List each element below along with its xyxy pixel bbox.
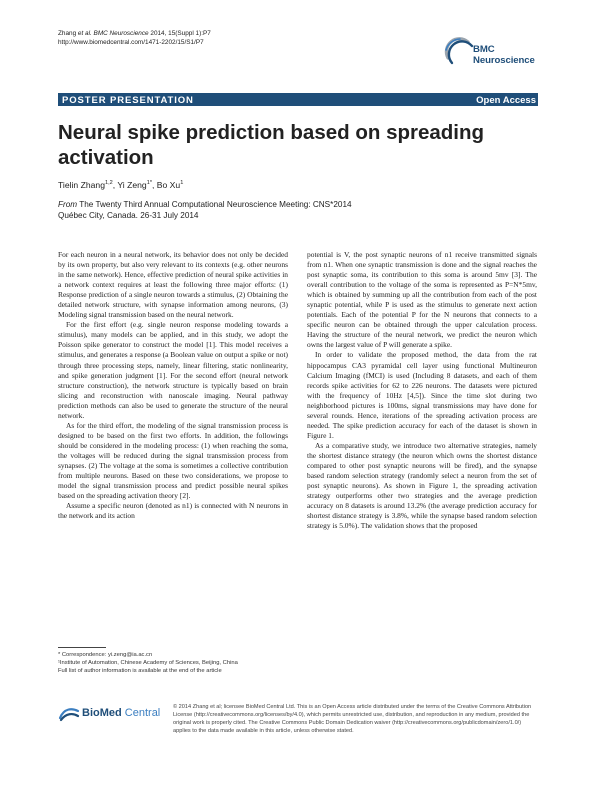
author-list: Tielin Zhang$^{1,2}$, Yi Zeng$^{1*}$, Bo Xu$^1$	[58, 180, 184, 190]
citation-header	[58, 30, 338, 48]
publisher-logo-part1: BioMed	[82, 707, 122, 719]
author-name[interactable]: Yi Zeng	[117, 180, 147, 190]
full-list-note: Full list of author information is available at the end of the article	[58, 668, 222, 675]
open-access-label: Open Access	[476, 94, 536, 106]
license-statement: © 2014 Zhang et al; licensee BioMed Central Ltd. This is an Open Access article distributed under the terms of the Creative Commons Attribution License (http://creativecommons.org/licenses/by/4.0), which permits unrestricted use, distribution, and reproduction in any medium, provided the original work is properly cited. The Creative Commons Public Domain Dedication waiver (http://creativecommons.org/publicdomain/zero/1.0/) applies to the data made available in this article, unless otherwise stated.	[173, 704, 532, 734]
meeting-location: Québec City, Canada. 26-31 July 2014	[58, 211, 199, 220]
body-paragraph: As a comparative study, we introduce two alternative strategies, namely the shortest distance strategy (the neuron which owns the shortest distance compared to other post synaptic neurons will be fired), and the synapse based random selection strategy (randomly select a neuron from the set of post synaptic neurons). As shown in Figure 1, the spreading activation strategy outperforms other two strategies and the average prediction accuracy on 8 datasets is around 13.2% (the average prediction accuracy for shortest distance strategy is 3.8%, while the synapse based random selection strategy is 5.0%). The validation shows that the proposed	[307, 440, 537, 531]
journal-logo-text	[473, 45, 535, 66]
body-paragraph: For the first effort (e.g. single neuron response modeling towards a stimulus), many models can be applied, and in this study, we adopt the Poisson spike generator to construct the model [1]. This model receives a stimulus, and generates a response (a Boolean value on output a spike or not) through three processing steps, namely, linear filtering, static nonlinearity, and spike generation judgment [1]. For the second effort (neural network structure construction), the network structure is typically based on brain slicing and reconstruction with nanoscale imaging. Neural pathway prediction methods can also be used to generate the structure of the neural network.	[58, 320, 288, 420]
author-affiliation: 1	[180, 180, 184, 187]
affiliation-note: ¹Institute of Automation, Chinese Academy of Sciences, Beijing, China	[58, 660, 238, 667]
body-column-left	[58, 250, 288, 521]
correspondence-note[interactable]: * Correspondence: yi.zeng@ia.ac.cn	[58, 652, 153, 658]
author-name[interactable]: Tielin Zhang	[58, 180, 105, 190]
citation-line	[58, 30, 338, 39]
publisher-logo-text	[82, 707, 160, 719]
publisher-logo-part2: Central	[121, 707, 161, 719]
article-title: Neural spike prediction based on spreading activation	[58, 121, 485, 169]
meeting-line	[58, 199, 458, 210]
article-type-band	[58, 93, 538, 106]
citation-authors: Zhang	[58, 30, 78, 37]
biomed-central-icon	[58, 706, 80, 722]
author-name[interactable]: Bo Xu	[156, 180, 181, 190]
footnotes	[58, 651, 288, 676]
publisher-logo	[58, 706, 168, 722]
body-column-right	[307, 250, 537, 531]
journal-logo-line1: BMC	[473, 44, 495, 55]
body-paragraph: For each neuron in a neural network, its behavior does not only be decided by its own property, but also very relevant to its contexts (e.g. other neurons in the same network). Hence, effective prediction of neural spike activities in a network context requires at least the following three major efforts: (1) Response prediction of a single neuron towards a stimulus, (2) Obtaining the detailed network structure, with synapse information among neurons, (3) Modeling signal transmission based on the neural network.	[58, 250, 288, 320]
article-type-label: POSTER PRESENTATION	[62, 94, 194, 106]
meeting-prefix: From	[58, 200, 78, 209]
journal-logo-line2: Neuroscience	[473, 54, 535, 66]
author-affiliation: 1,2	[104, 180, 113, 187]
meeting-info	[58, 199, 458, 221]
body-paragraph: As for the third effort, the modeling of the signal transmission process is designed to be based on the first two efforts. In addition, the followings should be considered in the modeling process: (1) when reaching the soma, the voltages will be reduced during the signal transmission process from synapses. (2) The voltage at the soma is sometimes a collective contribution from multiple neurons. Based on these two considerations, we propose to model the signal transmission process and predict possible neural spikes based on the spreading activation theory [2].	[58, 420, 288, 501]
journal-logo	[442, 36, 552, 76]
article-url[interactable]: http://www.biomedcentral.com/1471-2202/15/S1/P7	[58, 38, 204, 46]
body-paragraph: Assume a specific neuron (denoted as n1) is connected with N neurons in the network and its action	[58, 501, 288, 521]
citation-et-al: et al	[77, 30, 90, 37]
author-affiliation: 1*	[146, 180, 152, 187]
meeting-name: The Twenty Third Annual Computational Neuroscience Meeting: CNS*2014	[77, 200, 352, 209]
footnote-divider	[58, 647, 106, 648]
body-paragraph: potential is V, the post synaptic neurons of n1 receive transmitted signals from n1. When one synaptic transmission is done and the signal reaches the post synaptic soma, its contribution to this soma is around 5mv [3]. The overall contribution to the voltage of the soma is represented as P=N*5mv, which is obtained by summing up all the contribution from each of the post synaptic potential, while P is used as the stimulus to generate next action potentials. Each of the potential P for the N neurons that connects to a specific neuron can be obtained through the upper calculation process. Having the structure of the neural network, we predict the neuron which owns the largest value of P will generate a spike.	[307, 250, 537, 350]
body-paragraph: In order to validate the proposed method, the data from the rat hippocampus CA3 pyramidal cell layer using functional Multineuron Calcium Imaging (fMCI) is used (Including 8 datasets, and each of them records spike activities for 62 to 226 neurons. The datasets were pictured with the frequency of 10Hz [4,5]). Since the time slot during two neighborhood pictures is 100ms, signal transmissions may have done for several rounds. Hence, iterations of the spreading activation process are needed. The spike prediction accuracy for each of the dataset is shown in Figure 1.	[307, 350, 537, 440]
citation-volume: 2014, 15(Suppl 1):P7	[148, 30, 211, 37]
citation-journal: . BMC Neuroscience	[90, 30, 149, 37]
